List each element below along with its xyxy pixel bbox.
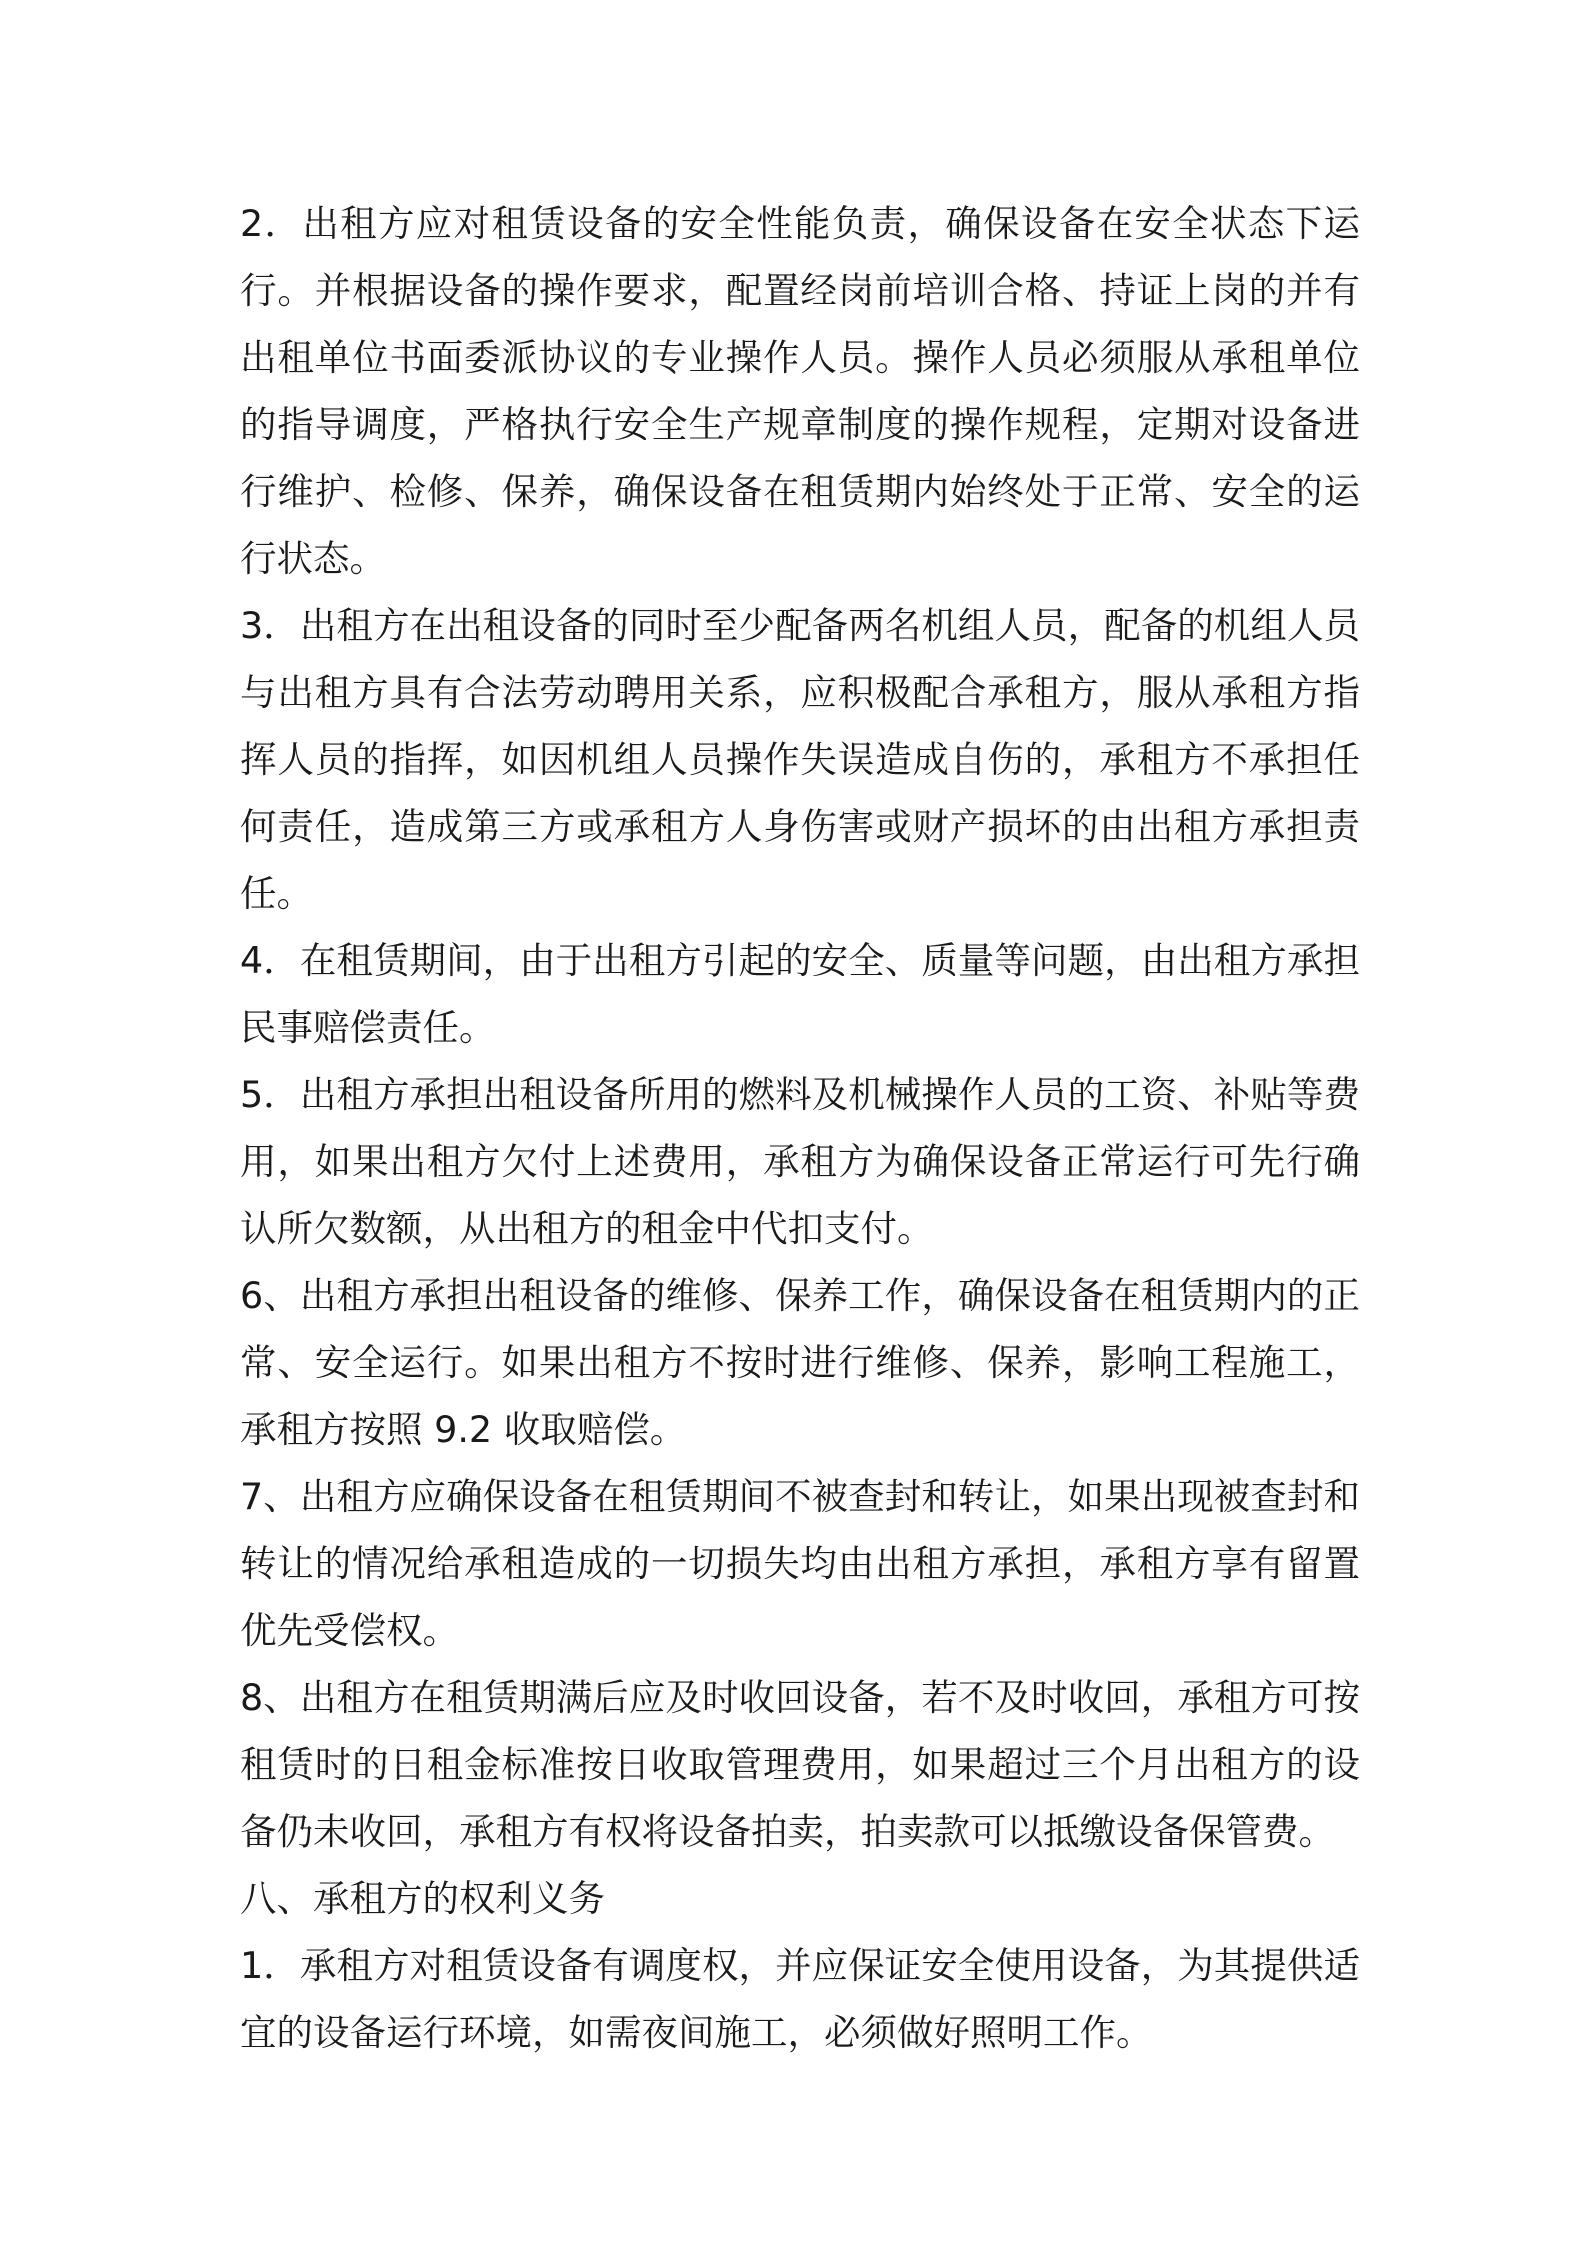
clause-7-6: 6、出租方承担出租设备的维修、保养工作，确保设备在租赁期内的正常、安全运行。如果出租方不按时进行维修、保养，影响工程施工，承租方按照 9.2 收取赔偿。: [240, 1274, 1360, 1451]
clause-7-2: 2．出租方应对租赁设备的安全性能负责，确保设备在安全状态下运行。并根据设备的操作要求，配置经岗前培训合格、持证上岗的并有出租单位书面委派协议的专业操作人员。操作人员必须服从承租单位的指导调度，严格执行安全生产规章制度的操作规程，定期对设备进行维护、检修、保养，确保设备在租赁期内始终处于正常、安全的运行状态。: [240, 202, 1360, 580]
clause-8-1: 1．承租方对租赁设备有调度权，并应保证安全使用设备，为其提供适宜的设备运行环境，如需夜间施工，必须做好照明工作。: [240, 1944, 1360, 2054]
section-heading-8: 八、承租方的权利义务: [240, 1877, 605, 1920]
clause-7-8: 8、出租方在租赁期满后应及时收回设备，若不及时收回，承租方可按租赁时的日租金标准按日收取管理费用，如果超过三个月出租方的设备仍未收回，承租方有权将设备拍卖，拍卖款可以抵缴设备保管费。: [240, 1676, 1360, 1853]
clause-7-7: 7、出租方应确保设备在租赁期间不被查封和转让，如果出现被查封和转让的情况给承租造成的一切损失均由出租方承担，承租方享有留置优先受偿权。: [240, 1475, 1360, 1652]
clause-7-3: 3．出租方在出租设备的同时至少配备两名机组人员，配备的机组人员与出租方具有合法劳动聘用关系，应积极配合承租方，服从承租方指挥人员的指挥，如因机组人员操作失误造成自伤的，承租方不承担任何责任，造成第三方或承租方人身伤害或财产损坏的由出租方承担责任。: [240, 604, 1360, 915]
clause-7-4: 4．在租赁期间，由于出租方引起的安全、质量等问题，由出租方承担民事赔偿责任。: [240, 939, 1360, 1049]
document-body: [240, 190, 1360, 2066]
clause-7-5: 5．出租方承担出租设备所用的燃料及机械操作人员的工资、补贴等费用，如果出租方欠付上述费用，承租方为确保设备正常运行可先行确认所欠数额，从出租方的租金中代扣支付。: [240, 1073, 1360, 1250]
